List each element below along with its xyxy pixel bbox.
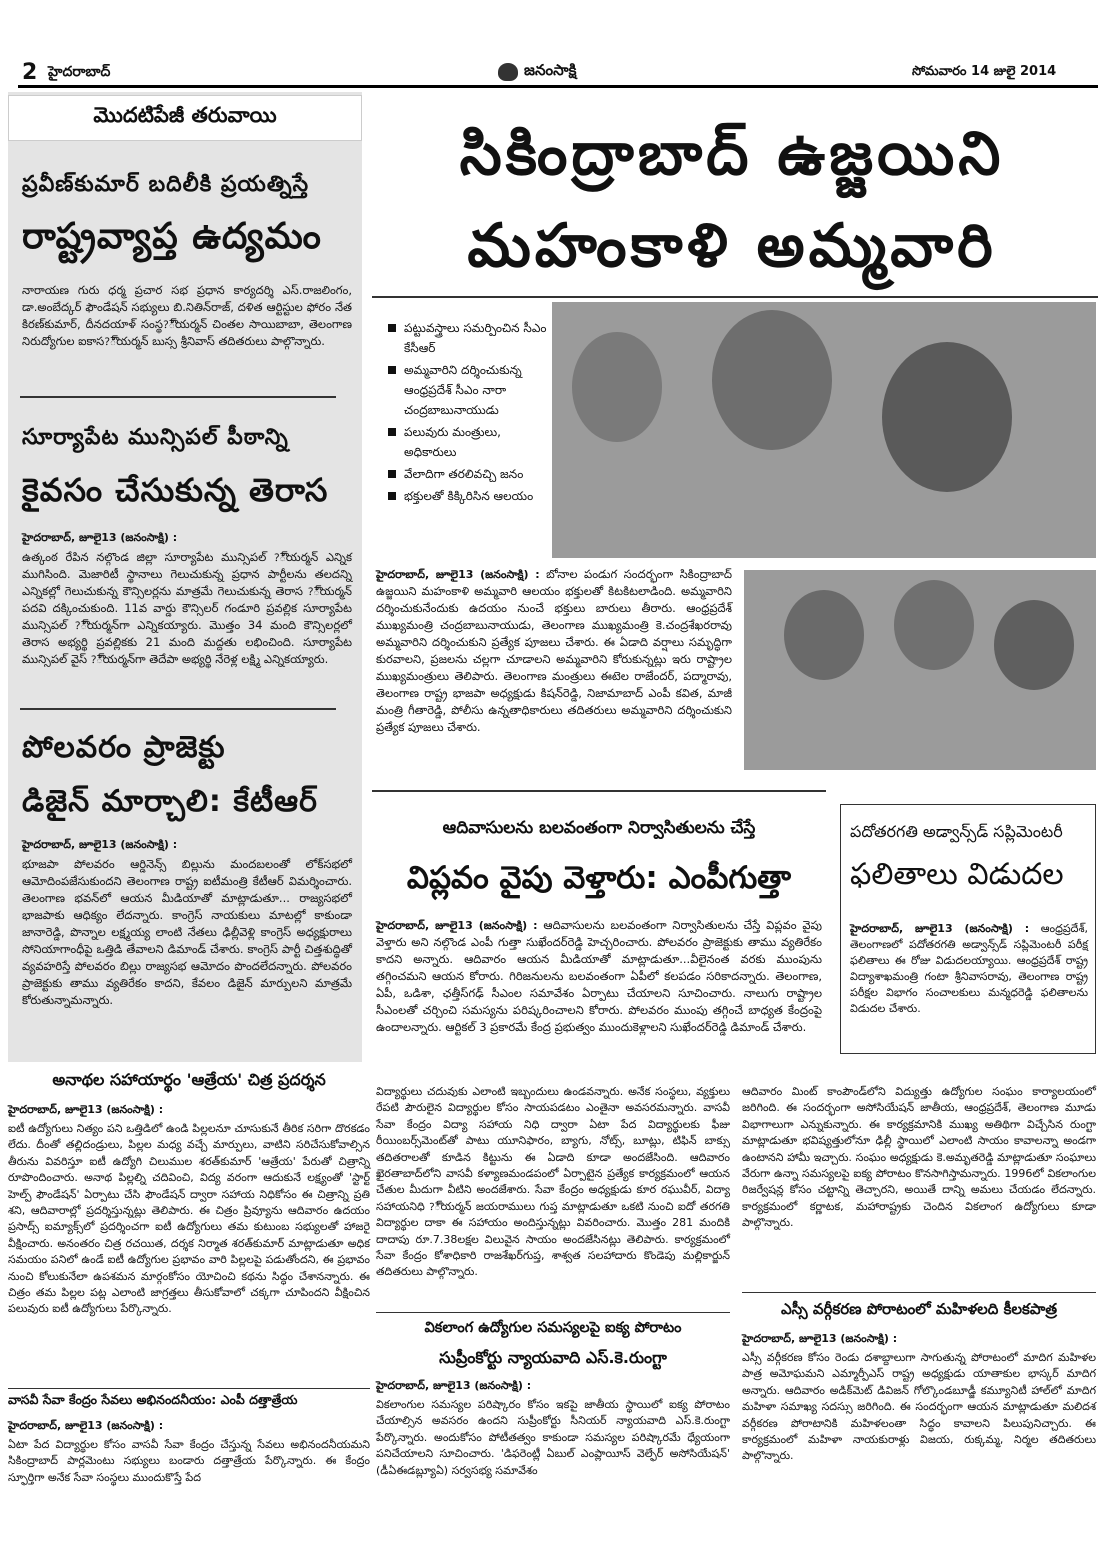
page-number: 2 bbox=[22, 60, 38, 85]
article-sc bbox=[742, 1300, 1096, 1465]
article-body: ఎస్సీ వర్గీకరణ కోసం రెండు దశాబ్దాలుగా సాగుతున్న పోరాటంలో మాదిగ మహిళల పాత్ర అమోఘమని ఎమ్మార్పీఎస్ రాష్ట్ర అధ్యక్షుడు యాతాకుల భాస్కర్ మాదిగ అన్నారు. ఆదివారం అడిక్‌మెట్ డివిజన్ గోల్కొండబూడ్జీ కమ్యూనిటీ హాల్‌లో మాదిగ మహిళా సమాఖ్య సదస్సు జరిగింది. ఈ సందర్భంగా ఆయన మాట్లాడుతూ మలిదశ వర్గీకరణ పోరాటానికి మహిళలంతా సిద్ధం కావాలని పిలుపునిచ్చారు. ఈ కార్యక్రమంలో మహిళా నాయకురాళ్లు విజయ, రుక్కమ్మ, నిర్మల తదితరులు పాల్గొన్నారు. bbox=[742, 1351, 1096, 1463]
highlight-item: పట్టువస్త్రాలు సమర్పించిన సీఎం కేసీఆర్ bbox=[388, 318, 548, 358]
dateline: హైదరాబాద్, జూలై13 (జనంసాక్షి) : bbox=[376, 919, 538, 932]
divider bbox=[20, 708, 336, 710]
lead-highlights bbox=[388, 318, 548, 508]
dateline: హైదరాబాద్, జూలై13 (జనంసాక్షి) : bbox=[8, 1103, 164, 1116]
article-body: ఆంధ్రప్రదేశ్, తెలంగాణలో పదోతరగతి అడ్వాన్స్‌డ్ సప్లిమెంటరీ పరీక్ష ఫలితాలు ఈ రోజు విడుదలయ్యాయి. ఆంధ్రప్రదేశ్ రాష్ట్ర విద్యాశాఖమంత్రి గంటా శ్రీనివాసరావు, తెలంగాణ రాష్ట్ర పరీక్షల విభాగం సంచాలకులు మన్మధరెడ్డి ఫలితాలను విడుదల చేశారు. bbox=[850, 922, 1088, 1015]
article-body: ఆదివాసులను బలవంతంగా నిర్వాసితులను చేస్తే విప్లవం వైపు వెళ్తారు అని నల్గొండ ఎంపీ గుత్తా సుఖేందర్‌రెడ్డి హెచ్చరించారు. పోలవరం ప్రాజెక్టుకు తాము వ్యతిరేకం కాదని అన్నారు. ఆదివారం ఆయన మీడియాతో మాట్లాడుతూ...వీలైనంత వరకు ముంపును తగ్గించమని ఆయన కోరారు. గిరిజనులను బలవంతంగా ఏపీలో కలపడం సరికాదన్నారు. తెలంగాణ, ఏపీ, ఒడిశా, ఛత్తీస్‌గఢ్ సీఎంల సమావేశం ఏర్పాటు చేయాలని సూచించారు. నాలుగు రాష్ట్రాల సీఎంలతో చర్చించి సమస్యను పరిష్కరించాలని కోరారు. పోలవరం ముంపు తగ్గించే బాధ్యత కేంద్రంపై ఉందాలన్నారు. ఆర్టికల్ 3 ప్రకారమే కేంద్ర ప్రభుత్వం ముందుకెళ్లాలని సుఖేందర్‌రెడ్డి డిమాండ్ చేశారు. bbox=[376, 918, 822, 1034]
headline: ఫలితాలు విడుదల bbox=[850, 857, 1064, 892]
dateline: హైదరాబాద్, జూలై13 (జనంసాక్షి) : bbox=[742, 1332, 898, 1345]
photo-figure bbox=[712, 310, 832, 450]
article-praveen bbox=[22, 172, 352, 350]
divider bbox=[376, 1312, 730, 1313]
article-gutta bbox=[376, 818, 822, 1036]
headline: విప్లవం వైపు వెళ్తారు: ఎంపీగుత్తా bbox=[406, 860, 792, 896]
highlight-item: వేలాదిగా తరలివచ్చి జనం bbox=[388, 464, 548, 484]
dateline: హైదరాబాద్, జూలై13 (జనంసాక్షి) : bbox=[22, 531, 178, 544]
article-body: వికలాంగుల సమస్యల పరిష్కారం కోసం ఇకపై జాతీయ స్థాయిలో ఐక్య పోరాటం చేయాల్సిన అవసరం ఉందని సుప్రీంకోర్టు సీనియర్ న్యాయవాది ఎస్.కె.రుంగ్టా పేర్కొన్నారు. అందుకోసం పోటీతత్వం కాకుండా సమస్యల పరిష్కారమే ధ్యేయంగా పనిచేయాలని సూచించారు. 'డిఫరెంట్లీ ఏబుల్ ఎంప్లాయీస్ వెల్ఫేర్ అసోసియేషన్' (డీఏఈడబ్ల్యూఏ) సర్వసభ్య సమావేశం bbox=[376, 1398, 730, 1477]
photo-ministers bbox=[744, 570, 1096, 770]
headline: పోలవరం ప్రాజెక్టు bbox=[22, 730, 226, 765]
article-body: భూజపా పోలవరం ఆర్డినెన్స్ బిల్లును మందబలంతో లోక్‌సభలో ఆమోదింపజేసుకుందని తెలంగాణ రాష్ట్ర ఐటీమంత్రి కేటీఆర్ విమర్శించారు. తెలంగాణ భవన్‌లో ఆయన మీడియాతో మాట్లాడుతూ... రాజ్యసభలో భాజపాకు ఆధిక్యం లేదన్నారు. కాంగ్రెస్ నాయకులు మాటల్లో కాకుండా జానారెడ్డి, పొన్నాల లక్ష్మయ్య లాంటి నేతలు ఢిల్లీవెళ్లి కాంగ్రెస్ అధ్యక్షురాలు సోనియాగాంధీపై ఒత్తిడి తేవాలని డిమాండ్ చేశారు. కాంగ్రెస్ పార్టీ చిత్తశుద్ధితో వ్యవహరిస్తే పోలవరం బిల్లు రాజ్యసభ ఆమోదం పొందలేదన్నారు. పోలవరం ప్రాజెక్టుకు తాము వ్యతిరేకం కాదని, కేవలం డిజైన్ మార్పులని మాత్రమే కోరుతున్నామన్నారు. bbox=[22, 857, 352, 1007]
article-vasavi bbox=[8, 1392, 370, 1486]
lead-article bbox=[376, 566, 732, 736]
divider bbox=[8, 1388, 370, 1389]
article-body: ఐటీ ఉద్యోగులు నిత్యం పని ఒత్తిడిలో ఉండి పిల్లలనూ చూసుకునే తీరిక సరిగా దొరకడం లేదు. దీంతో తల్లిదండ్రులు, పిల్లల మధ్య వచ్చే మార్పులు, వాటిని సరిచేసుకోవాల్సిన తీరును వివరిస్తూ ఐటీ ఉద్యోగి చిలుముల శరత్‌కుమార్ 'ఆత్రేయ' పేరుతో చిత్రాన్ని రూపొందించారు. అనాథ పిల్లల్ని చదివించి, విద్య వరంగా ఆదుకునే లక్ష్యంతో 'స్టార్ట్ హెల్ప్ ఫౌండేషన్' ఏర్పాటు చేసి ఫౌండేషన్ ద్వారా సహాయ నిధికోసం ఈ చిత్రాన్ని ప్రతి శని, ఆదివారాల్లో ప్రదర్శిస్తున్నట్లు తెలిపారు. ఈ చిత్రం ప్రివ్యూను ఆదివారం ఉదయం ప్రసాద్స్ ఐమ్యాక్స్‌లో ప్రదర్శించగా ఐటీ ఉద్యోగులు తమ కుటుంబ సభ్యులతో హాజరై వీక్షించారు. అనంతరం చిత్ర రచయిత, దర్శక నిర్మాత శరత్‌కుమార్ మాట్లాడుతూ అధిక సమయం పనిలో ఉండే ఐటీ ఉద్యోగుల ప్రభావం వారి పిల్లలపై పడుతోందని, ఈ ప్రభావం నుంచి కోలుకునేలా ఉపశమన మార్గంకోసం యోచించి కథను సిద్ధం చేశానన్నారు. ఈ చిత్రం తమ పిల్లల పట్ల ఎలాంటి జాగ్రత్తలు తీసుకోవాలో చక్కగా చూపిందని వీక్షించిన పలువురు ఐటీ ఉద్యోగులు పేర్కొన్నారు. bbox=[8, 1122, 370, 1316]
article-body: ఏటా పేద విద్యార్థుల కోసం వాసవీ సేవా కేంద్రం చేస్తున్న సేవలు అభినందనీయమని సికింద్రాబాద్ పార్లమెంటు సభ్యులు బండారు దత్తాత్రేయ పేర్కొన్నారు. ఈ కేంద్రం స్ఫూర్తిగా అనేక సేవా సంస్థలు ముందుకొస్తే పేద bbox=[8, 1438, 370, 1484]
logo-icon bbox=[498, 63, 518, 81]
divider bbox=[372, 790, 826, 792]
dateline: హైదరాబాద్, జూలై13 (జనంసాక్షి) : bbox=[376, 1379, 532, 1392]
photo-figure bbox=[894, 580, 974, 670]
lead-headline-line-2: మహంకాళి అమ్మవారి bbox=[467, 211, 997, 281]
article-disabled bbox=[376, 1320, 730, 1479]
dateline: హైదరాబాద్, జూలై13 (జనంసాక్షి) : bbox=[850, 922, 1030, 935]
photo-figure bbox=[994, 600, 1074, 690]
article-athreya bbox=[8, 1070, 370, 1318]
article-body: నారాయణ గురు ధర్మ ప్రచార సభ ప్రధాన కార్యదర్శి ఎస్.రాజలింగం, డా.అంబేద్కర్ ఫౌండేషన్ సభ్యులు బి.నితిన్‌రాజ్, దళిత ఆర్టిస్టుల ఫోరం నేత కిరణ్‌కుమార్, దీనదయాళ్ సంస్థ?ౌ్యర్మన్ చింతల సాయిబాబా, తెలంగాణ నిరుద్యోగుల ఐకాస?ౌ్యర్మన్ బుస్స శ్రీనివాస్ తదితరులు పాల్గొన్నారు. bbox=[22, 283, 352, 348]
dateline: హైదరాబాద్, జూలై13 (జనంసాక్షి) : bbox=[8, 1419, 164, 1432]
dateline: హైదరాబాద్, జూలై13 (జనంసాక్షి) : bbox=[376, 568, 540, 581]
article-results bbox=[850, 822, 1088, 1017]
headline: వికలాంగ ఉద్యోగుల సమస్యలపై ఐక్య పోరాటం bbox=[424, 1320, 682, 1336]
article-disabled-continued bbox=[742, 1084, 1096, 1232]
continuation-banner: మొదటిపేజీ తరువాయి bbox=[8, 95, 362, 141]
headline-kicker: ప్రవీణ్‌కుమార్ బదిలీకి ప్రయత్నిస్తే bbox=[22, 172, 310, 197]
headline: అనాథల సహాయార్థం 'ఆత్రేయ' చిత్ర ప్రదర్శన bbox=[52, 1070, 326, 1089]
article-body: ఆదివారం మింట్ కాంపౌండ్‌లోని విద్యుత్తు ఉద్యోగుల సంఘం కార్యాలయంలో జరిగింది. ఈ సందర్భంగా అసోసియేషన్ జాతీయ, ఆంధ్రప్రదేశ్, తెలంగాణ మూడు విభాగాలుగా ఎన్నుకున్నారు. ఈ కార్యక్రమానికి ముఖ్య అతిథిగా విచ్చేసిన రుంగ్టా మాట్లాడుతూ భవిష్యత్తులోనూ ఢిల్లీ స్థాయిలో ఎలాంటి సాయం కావాలన్నా అండగా ఉంటానని హామీ ఇచ్చారు. సంఘం అధ్యక్షుడు కె.అమృతరెడ్డి మాట్లాడుతూ సంఘాలు వేరుగా ఉన్నా సమస్యలపై ఐక్య పోరాటం కొనసాగిస్తామన్నారు. 1996లో వికలాంగుల రిజర్వేషన్ల కోసం చట్టాన్ని తెచ్చారని, అయితే దాన్ని అమలు చేయడం లేదన్నారు. కార్యక్రమంలో కర్ణాటక, మహారాష్ట్రకు చెందిన వికలాంగ ఉద్యోగులు కూడా పాల్గొన్నారు. bbox=[742, 1085, 1096, 1230]
section-name: హైదరాబాద్ bbox=[48, 64, 111, 80]
highlight-item: భక్తులతో కిక్కిరిసిన ఆలయం bbox=[388, 486, 548, 506]
headline: కైవసం చేసుకున్న తెరాస bbox=[22, 471, 329, 509]
headline-line-2: డిజైన్ మార్చాలి: కేటీఆర్ bbox=[22, 784, 318, 819]
article-body: బోనాల పండుగ సందర్భంగా సికింద్రాబాద్ ఉజ్జయిని మహంకాళి అమ్మవారి ఆలయం భక్తులతో కిటకిటలాడింది. అమ్మవారిని దర్శించుకునేందుకు ఉదయం నుంచే భక్తులు బారులు తీరారు. ఆంధ్రప్రదేశ్ ముఖ్యమంత్రి చంద్రబాబునాయుడు, తెలంగాణ ముఖ్యమంత్రి కె.చంద్రశేఖరరావు అమ్మవారిని దర్శించుకుని ప్రత్యేక పూజలు చేశారు. ఈ ఏడాది వర్షాలు సమృద్ధిగా కురవాలని, ప్రజలను చల్లగా చూడాలని అమ్మవారిని కోరుకున్నట్లు ఇరు రాష్ట్రాల ముఖ్యమంత్రులు తెలిపారు. తెలంగాణ మంత్రులు ఈటెల రాజేందర్, పద్మారావు, తెలంగాణ రాష్ట్ర భాజపా అధ్యక్షుడు కిషన్‌రెడ్డి, నిజామాబాద్ ఎంపీ కవిత, మాజీ మంత్రి గీతారెడ్డి, పోలీసు ఉన్నతాధికారులు తదితరులు అమ్మవారిని దర్శించుకుని ప్రత్యేక పూజలు చేశారు. bbox=[376, 567, 733, 734]
photo-figure bbox=[784, 590, 864, 680]
highlight-item: అమ్మవారిని దర్శించుకున్న ఆంధ్రప్రదేశ్ సీఎం నారా చంద్రబాబునాయుడు bbox=[388, 360, 548, 420]
headline-line-2: సుప్రీంకోర్టు న్యాయవాది ఎస్.కె.రుంగ్టా bbox=[439, 1348, 667, 1367]
headline-kicker: పదోతరగతి అడ్వాన్స్‌డ్ సప్లిమెంటరీ bbox=[850, 822, 1063, 841]
highlight-item: పలువురు మంత్రులు, అధికారులు bbox=[388, 422, 548, 462]
article-body: విద్యార్థులు చదువుకు ఎలాంటి ఇబ్బందులు ఉండవన్నారు. అనేక సంస్థలు, వ్యక్తులు రేపటి పౌరులైన విద్యార్థుల కోసం సాయపడటం ఎంతైనా అవసరమన్నారు. వాసవీ సేవా కేంద్రం విద్యా సహాయ నిధి ద్వారా ఏటా పేద విద్యార్థులకు ఫీజు రీయింబర్స్‌మెంట్‌తో పాటు యూనిఫారం, బ్యాగు, నోట్స్, బూట్లు, టిఫిన్ బాక్సు తదితరాలతో కూడిన కిట్టును ఈ ఏడాది కూడా అందజేసింది. ఆదివారం ఖైరతాబాద్‌లోని వాసవీ కళ్యాణమండపంలో ఏర్పాటైన ప్రత్యేక కార్యక్రమంలో ఆయన చేతుల మీదుగా వీటిని అందజేశారు. సేవా కేంద్రం అధ్యక్షుడు కూర రఘువీర్, విద్యా సహాయనిధి ?ౌ్యర్మన్ జయరాములు గుప్త మాట్లాడుతూ ఒకటి నుంచి ఐదో తరగతి విద్యార్థుల దాకా ఈ సహాయం అందిస్తున్నట్లు వివరించారు. మొత్తం 281 మందికి దాదాపు రూ.7.38లక్షల విలువైన సాయం అందజేసినట్లు తెలిపారు. కార్యక్రమంలో సేవా కేంద్రం కోశాధికారి రాజశేఖర్‌గుప్త, శాశ్వత సలహాదారు కొండెపు మల్లికార్జున్ తదితరులు పాల్గొన్నారు. bbox=[376, 1085, 730, 1279]
issue-date: సోమవారం 14 జులై 2014 bbox=[912, 64, 1057, 79]
newspaper-logo bbox=[498, 60, 618, 84]
article-vasavi-continued bbox=[376, 1084, 730, 1281]
headline: రాష్ట్రవ్యాప్త ఉద్యమం bbox=[22, 216, 322, 257]
photo-figure bbox=[572, 332, 662, 442]
lead-headline-line-1: సికింద్రాబాద్ ఉజ్జయిని bbox=[459, 119, 1005, 189]
headline: ఎస్సీ వర్గీకరణ పోరాటంలో మహిళలది కీలకపాత్ర bbox=[781, 1300, 1057, 1318]
dateline: హైదరాబాద్, జూలై13 (జనంసాక్షి) : bbox=[22, 838, 178, 851]
logo-text: జనంసాక్షి bbox=[524, 61, 577, 79]
photo-temple-visit bbox=[552, 302, 1096, 558]
headline-kicker: ఆదివాసులను బలవంతంగా నిర్వాసితులను చేస్తే bbox=[442, 818, 756, 838]
divider bbox=[20, 396, 336, 398]
divider bbox=[372, 296, 1098, 298]
divider bbox=[742, 1292, 1096, 1293]
article-suryapet bbox=[22, 425, 352, 668]
photo-figure bbox=[882, 342, 1012, 492]
headline-kicker: సూర్యాపేట మున్సిపల్ పీఠాన్ని bbox=[22, 425, 289, 450]
article-body: ఉత్కంఠ రేపిన నల్గొండ జిల్లా సూర్యాపేట మున్సిపల్ ?ౌ్యర్మన్ ఎన్నిక ముగిసింది. మెజారిటీ స్థానాలు గెలుచుకున్న ప్రధాన పార్టీలను తలదన్ని ఎన్నికల్లో గెలుచుకున్న కౌన్సిలర్లను మాత్రమే గెలుచుకున్న తెరాస ?ౌ్యర్మన్ పదవి దక్కించుకుంది. 11వ వార్డు కౌన్సిలర్ గండూరి ప్రవల్లిక సూర్యాపేట మున్సిపల్ ?ౌ్యర్మన్‌గా ఎన్నికయ్యారు. మొత్తం 34 మంది కౌన్సిలర్లలో తెరాస అభ్యర్థి ప్రవల్లికకు 21 మంది మద్దతు లభించింది. సూర్యాపేట మున్సిపల్ వైస్ ?ౌ్యర్మన్‌గా తెదేపా అభ్యర్థి నేరెళ్ల లక్ష్మి ఎన్నికయ్యారు. bbox=[22, 550, 352, 666]
headline: వాసవీ సేవా కేంద్రం సేవలు అభినందనీయం: ఎంపీ దత్తాత్రేయ bbox=[8, 1392, 298, 1407]
article-polavaram bbox=[22, 730, 352, 1009]
